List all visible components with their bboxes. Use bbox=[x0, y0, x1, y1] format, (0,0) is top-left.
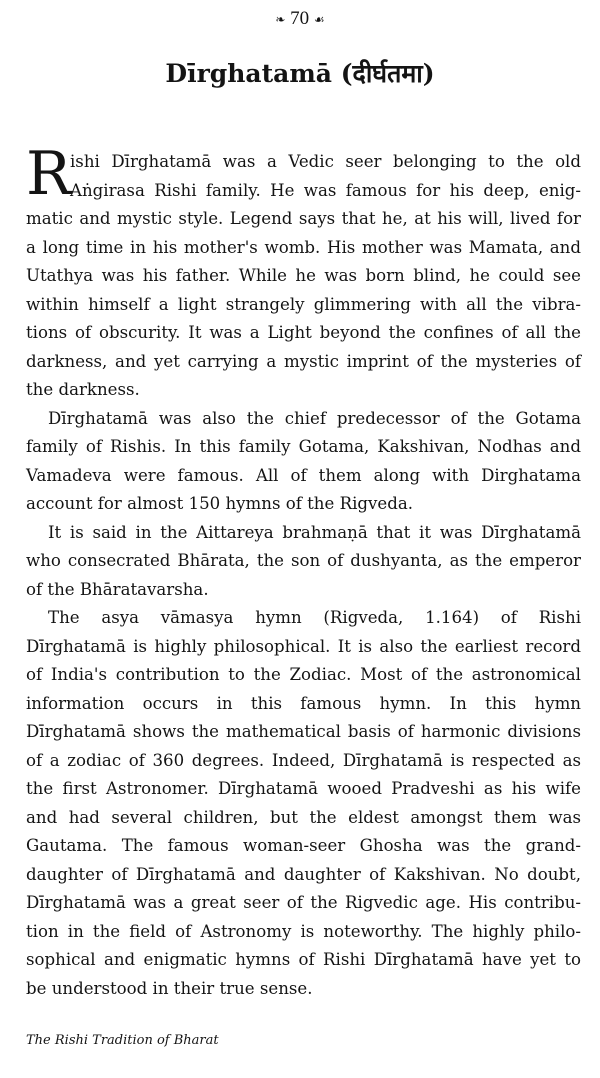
page-title: Dīrghatamā (दीर्घतमा) bbox=[165, 59, 435, 88]
paragraph-1 bbox=[26, 139, 581, 405]
text-line: a long time in his mother's womb. His mother was Mamata, and bbox=[26, 237, 581, 257]
text-line: of India's contribution to the Zodiac. Most of the astronomical bbox=[26, 665, 581, 684]
text-line: sophical and enigmatic hymns of Rishi Dīrghatamā have yet to bbox=[26, 950, 581, 969]
text-line: and had several children, but the eldest amongst them was bbox=[26, 807, 581, 827]
text-line: the first Astronomer. Dīrghatamā wooed Pradveshi as his wife bbox=[26, 779, 581, 798]
text-line: within himself a light strangely glimmering with all the vibra- bbox=[26, 294, 581, 314]
drop-cap: R bbox=[26, 139, 72, 209]
text-line: tions of obscurity. It was a Light beyond the confines of all the bbox=[26, 323, 581, 342]
text-line: Gautama. The famous woman-seer Ghosha was the grand- bbox=[26, 836, 581, 855]
text-line: family of Rishis. In this family Gotama, Kakshivan, Nodhas and bbox=[26, 437, 581, 456]
text-line: account for almost 150 hymns of the Rigveda. bbox=[26, 494, 413, 513]
text-line: tion in the field of Astronomy is noteworthy. The highly philo- bbox=[26, 921, 581, 941]
text-line: the darkness. bbox=[26, 380, 140, 399]
text-line: information occurs in this famous hymn. In this hymn bbox=[26, 693, 581, 713]
ornament-left-icon: ❧ bbox=[275, 12, 286, 27]
text-line: Aṅgirasa Rishi family. He was famous for his deep, enig- bbox=[70, 180, 581, 200]
paragraph-2 bbox=[26, 405, 581, 519]
paragraph-3 bbox=[26, 519, 581, 605]
running-footer: The Rishi Tradition of Bharat bbox=[26, 1033, 219, 1048]
text-line: matic and mystic style. Legend says that he, at his will, lived for bbox=[26, 209, 581, 228]
text-line: It is said in the Aittareya brahmaṇā that it was Dīrghatamā bbox=[48, 522, 581, 542]
text-line: Dīrghatamā was also the chief predecessor of the Gotama bbox=[48, 408, 581, 428]
page-number-header bbox=[0, 6, 600, 33]
text-line: daughter of Dīrghatamā and daughter of Kakshivan. No doubt, bbox=[26, 864, 581, 884]
text-line: Dīrghatamā shows the mathematical basis of harmonic divisions bbox=[26, 722, 581, 741]
text-line: Dīrghatamā is highly philosophical. It is also the earliest record bbox=[26, 636, 581, 656]
page-number: 70 bbox=[290, 8, 310, 29]
text-line: darkness, and yet carrying a mystic imprint of the mysteries of bbox=[26, 351, 581, 371]
text-line: of a zodiac of 360 degrees. Indeed, Dīrghatamā is respected as bbox=[26, 750, 581, 770]
text-line: Dīrghatamā was a great seer of the Rigvedic age. His contribu- bbox=[26, 893, 581, 912]
text-line: Utathya was his father. While he was born blind, he could see bbox=[26, 266, 581, 285]
paragraph-4 bbox=[26, 604, 581, 1003]
text-line: of the Bhāratavarsha. bbox=[26, 579, 209, 599]
text-line: who consecrated Bhārata, the son of dushyanta, as the emperor bbox=[26, 551, 581, 570]
text-line: The asya vāmasya hymn (Rigveda, 1.164) of Rishi bbox=[48, 608, 581, 627]
text-line: R ishi Dīrghatamā was a Vedic seer belonging to the old bbox=[26, 139, 581, 209]
body-text bbox=[26, 139, 581, 1003]
text-line: Vamadeva were famous. All of them along with Dirghatama bbox=[26, 465, 581, 485]
ornament-right-icon: ☙ bbox=[313, 12, 325, 27]
text-line: be understood in their true sense. bbox=[26, 978, 313, 998]
